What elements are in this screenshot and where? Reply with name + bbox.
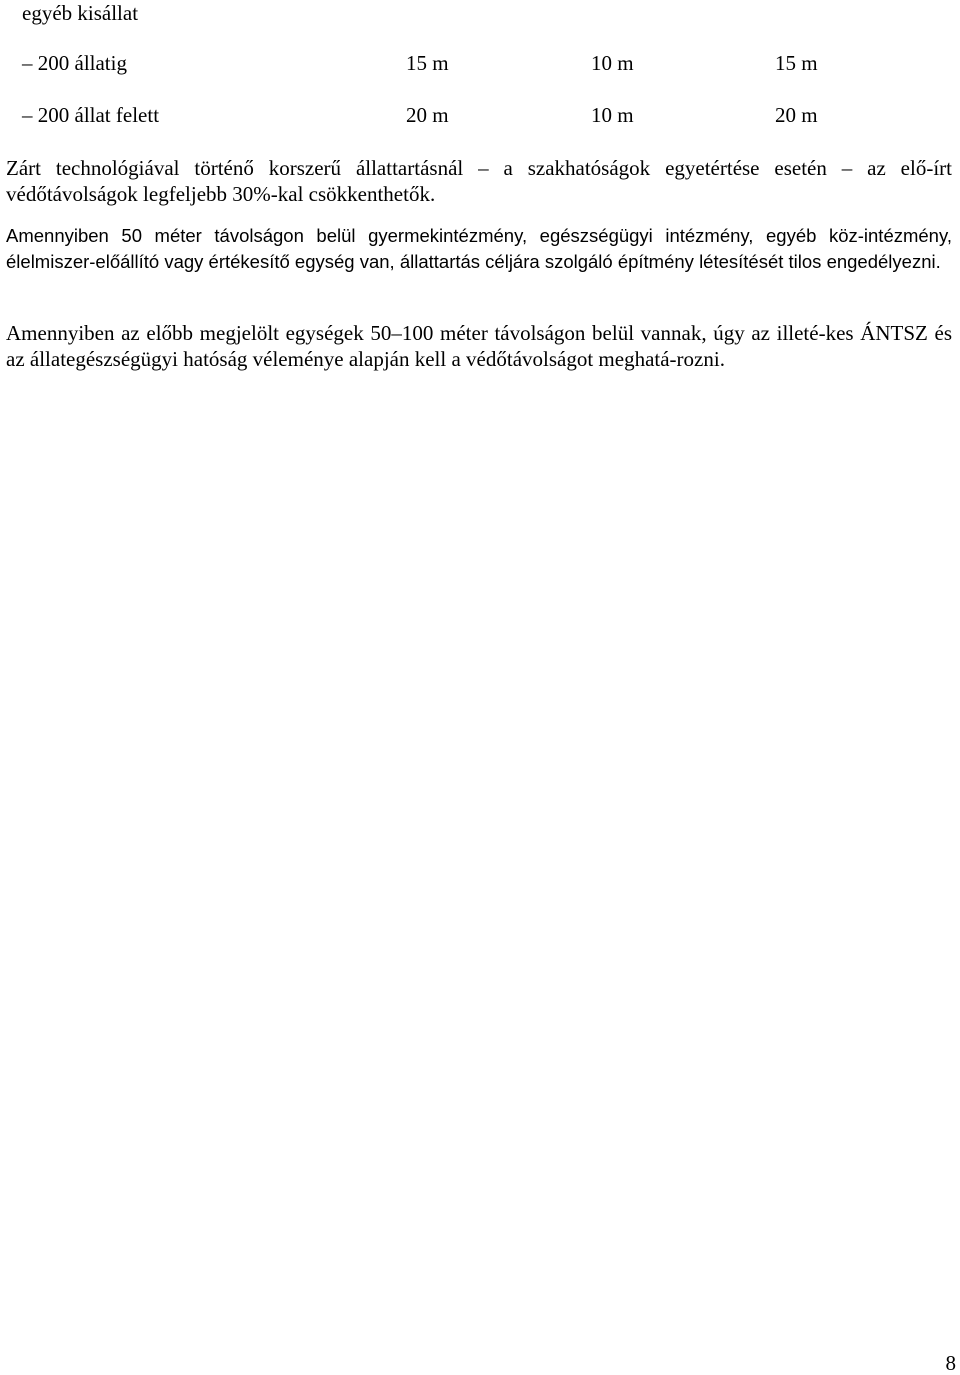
distance-value: 20 m [406,103,449,127]
distance-value: 15 m [775,51,818,75]
paragraph-closed-technology: Zárt technológiával történő korszerű állattartásnál – a szakhatóságok egyetértése esetén – az elő-írt védőtávolságok legfeljebb 30%-kal csökkenthetők. [6,156,952,206]
page-number: 8 [945,1351,956,1375]
paragraph-50-100m-rule: Amennyiben az előbb megjelölt egységek 50–100 méter távolságon belül vannak, úgy az illeté-kes ÁNTSZ és az állategészségügyi hatóság véleménye alapján kell a védőtávolságot meghatá-rozni. [6,321,952,371]
distance-value: 10 m [591,103,634,127]
row-label: – 200 állatig [22,51,127,75]
table-row [0,50,960,76]
paragraph-50m-rule: Amennyiben 50 méter távolságon belül gyermekintézmény, egészségügyi intézmény, egyéb köz-intézmény, élelmiszer-előállító vagy értékesítő egység van, állattartás céljára szolgáló építmény létesítését tilos engedélyezni. [6,225,952,272]
table-row [0,102,960,128]
distance-value: 20 m [775,103,818,127]
row-label: – 200 állat felett [22,103,160,127]
distance-value: 15 m [406,51,449,75]
distance-value: 10 m [591,51,634,75]
section-heading: egyéb kisállat [22,1,139,25]
